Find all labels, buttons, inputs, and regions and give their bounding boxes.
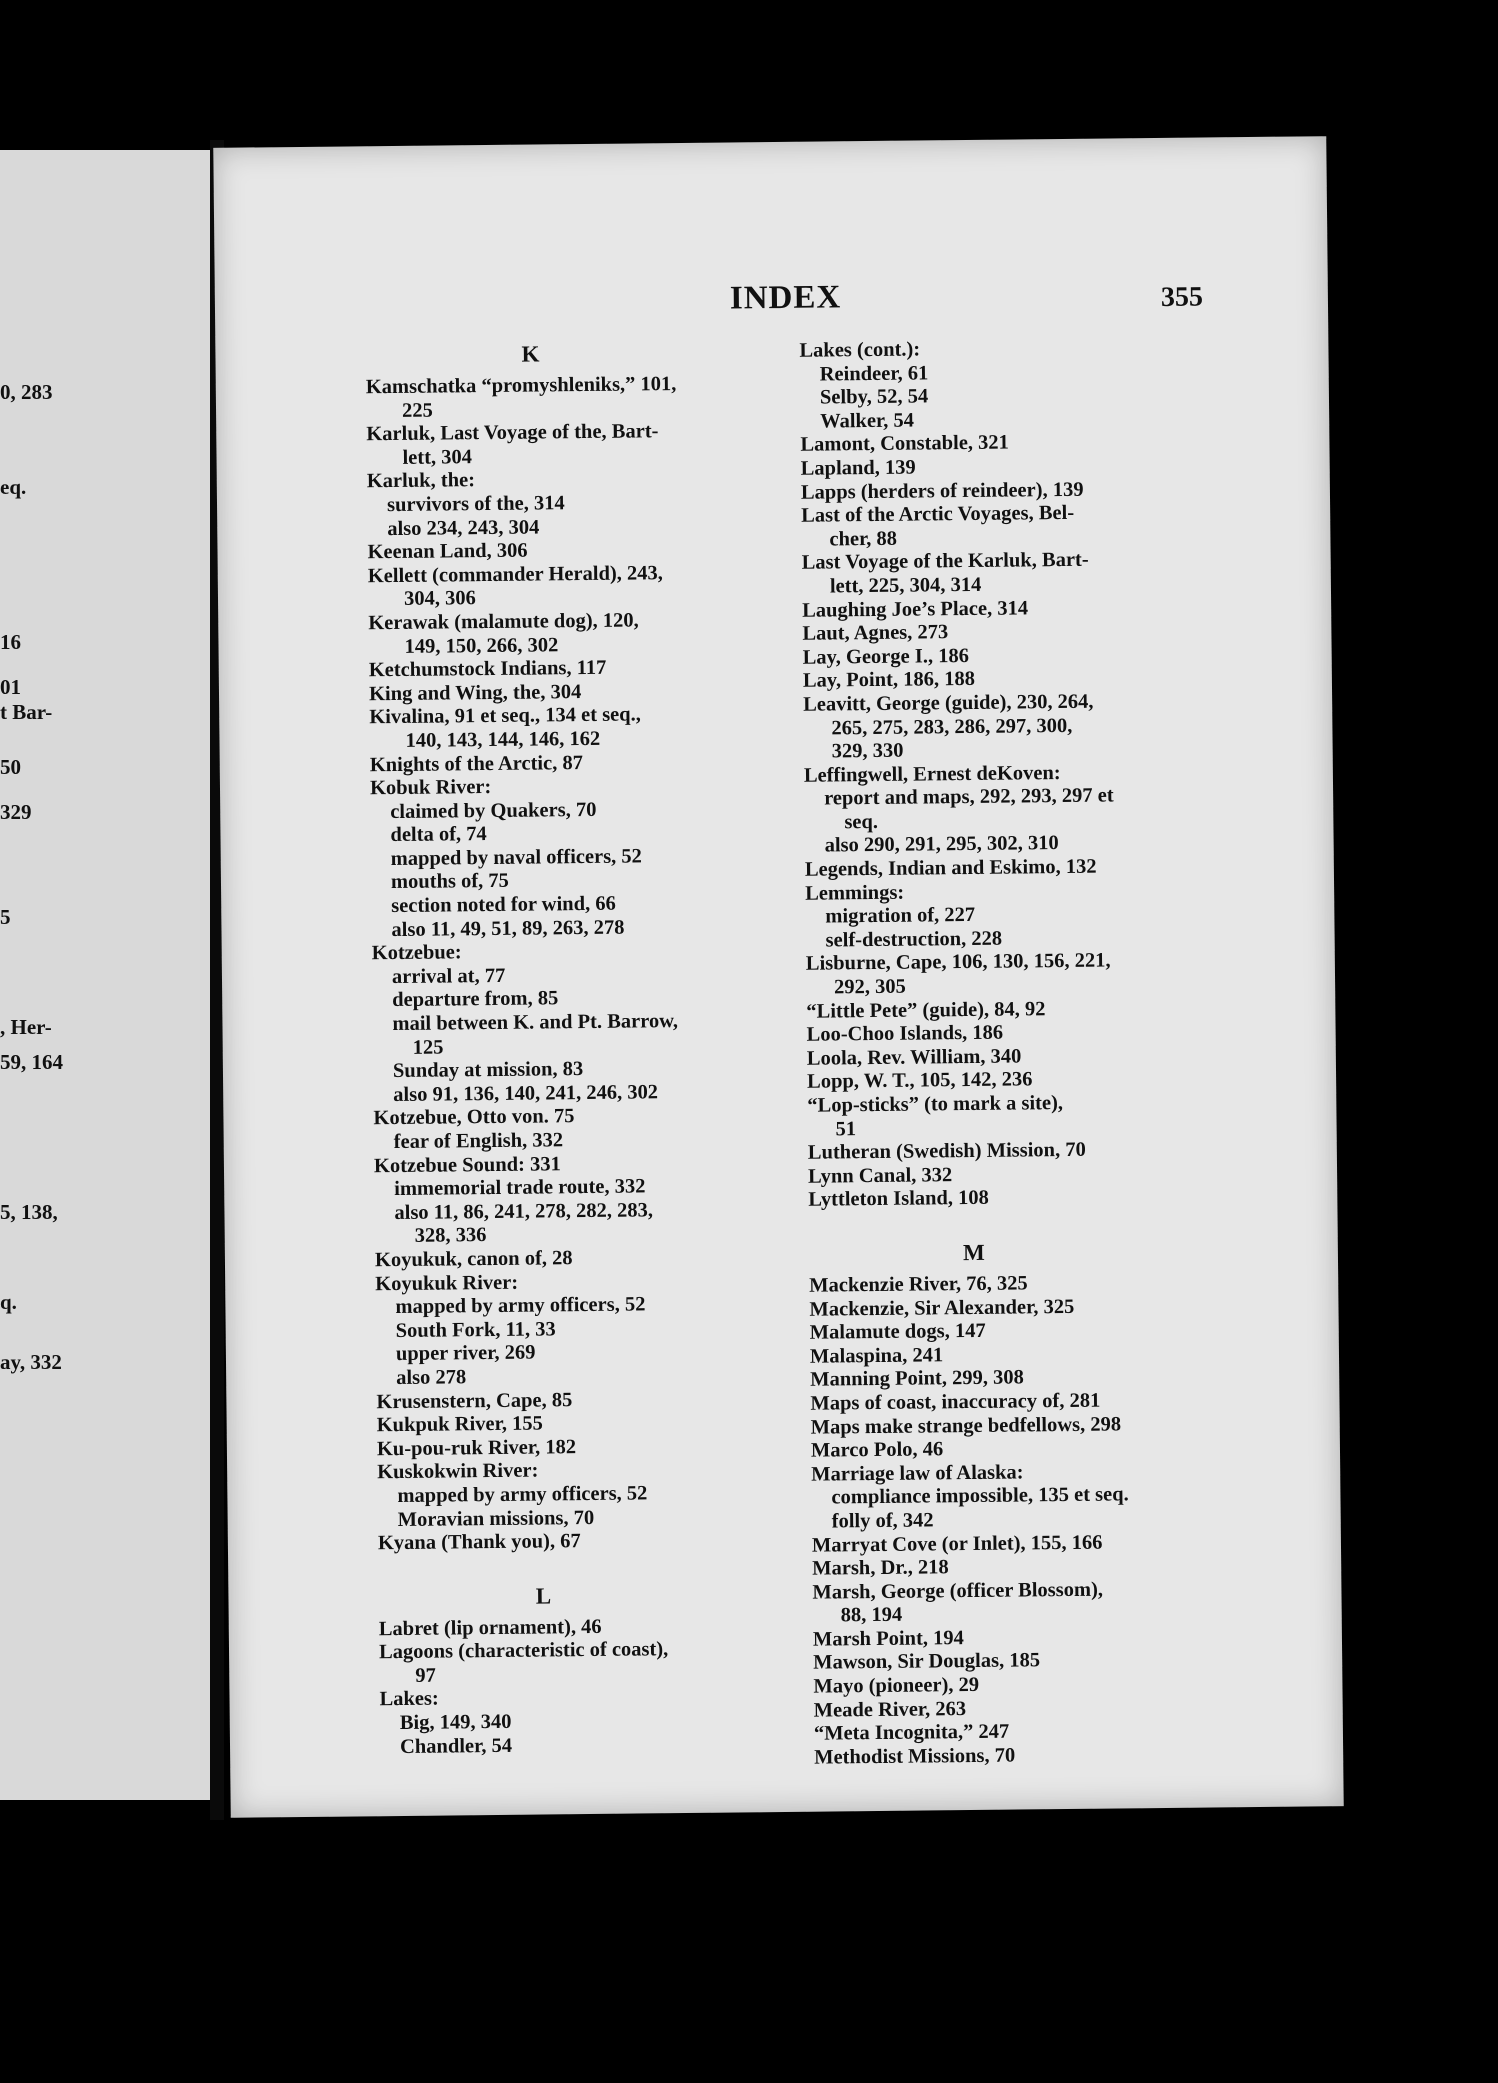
index-entry: Kamschatka “promyshleniks,” 101, [365, 373, 677, 399]
index-entry: Marsh, George (officer Blossom), [812, 1578, 1104, 1604]
index-entry: Lyttleton Island, 108 [808, 1187, 989, 1212]
index-subentry: departure from, 85 [392, 987, 559, 1012]
index-entry: Last of the Arctic Voyages, Bel- [801, 502, 1075, 527]
index-entry-continuation: cher, 88 [829, 527, 898, 551]
index-entry: Loo-Choo Islands, 186 [806, 1021, 1004, 1046]
index-entry: Kerawak (malamute dog), 120, [368, 609, 639, 635]
facing-page-fragment: t Bar- [0, 700, 53, 724]
index-entry-continuation: lett, 304 [402, 445, 473, 469]
index-entry-continuation: 51 [835, 1117, 857, 1141]
page-header [215, 274, 1328, 326]
index-subentry: upper river, 269 [395, 1341, 536, 1366]
index-subentry: 125 [412, 1036, 444, 1059]
index-subentry: arrival at, 77 [391, 964, 506, 988]
index-entry: Leffingwell, Ernest deKoven: [803, 761, 1061, 787]
index-entry: Marsh, Dr., 218 [812, 1556, 949, 1580]
section-letter: K [521, 341, 540, 367]
index-entry-continuation: 88, 194 [840, 1604, 903, 1627]
index-entry: Koyukuk River: [375, 1271, 519, 1295]
index-entry: Last Voyage of the Karluk, Bart- [801, 549, 1089, 575]
index-entry: Knights of the Arctic, 87 [369, 751, 584, 776]
index-subentry: Chandler, 54 [399, 1734, 513, 1758]
section-letter: M [962, 1239, 985, 1266]
index-entry: Laut, Agnes, 273 [802, 621, 949, 645]
index-entry: Meade River, 263 [813, 1697, 967, 1722]
index-subentry: also 91, 136, 140, 241, 246, 302 [393, 1081, 659, 1106]
index-entry: Laughing Joe’s Place, 314 [802, 596, 1029, 622]
index-subentry: also 278 [396, 1366, 467, 1389]
index-subentry: migration of, 227 [825, 904, 976, 928]
index-entry-continuation: 97 [415, 1664, 436, 1687]
index-subentry: delta of, 74 [390, 823, 487, 847]
index-entry: Krusenstern, Cape, 85 [376, 1388, 573, 1413]
index-entry-continuation: 304, 306 [403, 587, 476, 611]
index-subentry: mapped by army officers, 52 [395, 1293, 646, 1319]
index-subentry: South Fork, 11, 33 [395, 1318, 556, 1342]
index-subentry: seq. [844, 810, 879, 834]
index-entry: Kotzebue Sound: 331 [373, 1152, 561, 1177]
facing-page-fragment: 5 [0, 905, 11, 929]
index-subentry: Sunday at mission, 83 [392, 1058, 584, 1083]
section-letter: L [535, 1583, 552, 1609]
index-entry: “Little Pete” (guide), 84, 92 [806, 997, 1046, 1023]
facing-page-fragment: 50 [0, 755, 21, 779]
index-entry-continuation: 265, 275, 283, 286, 297, 300, [831, 714, 1073, 739]
index-entry-continuation: 140, 143, 144, 146, 162 [405, 727, 601, 752]
index-entry: Labret (lip ornament), 46 [378, 1615, 602, 1640]
index-subentry: fear of English, 332 [393, 1129, 564, 1154]
facing-page-fragment: 5, 138, [0, 1200, 58, 1224]
index-entry: Kobuk River: [369, 776, 492, 800]
index-entry: Mayo (pioneer), 29 [813, 1674, 980, 1698]
index-subentry: survivors of the, 314 [386, 492, 565, 517]
index-column-left [365, 332, 810, 1760]
facing-page-fragment: 16 [0, 630, 21, 654]
index-subentry: report and maps, 292, 293, 297 et [824, 784, 1114, 810]
index-entry: Lakes: [379, 1688, 439, 1711]
index-page [213, 136, 1343, 1818]
index-entry-continuation: 329, 330 [831, 739, 904, 763]
index-subentry: compliance impossible, 135 et seq. [831, 1483, 1129, 1509]
index-subentry: Big, 149, 340 [399, 1710, 512, 1735]
index-entry: Lay, Point, 186, 188 [802, 668, 976, 693]
index-entry: Kellett (commander Herald), 243, [367, 561, 663, 588]
index-entry: Lopp, W. T., 105, 142, 236 [806, 1068, 1033, 1094]
index-entry: Lay, George I., 186 [802, 644, 970, 669]
index-entry: Kuskokwin River: [377, 1459, 539, 1484]
index-subentry: also 290, 291, 295, 302, 310 [824, 832, 1059, 857]
index-entry: Leavitt, George (guide), 230, 264, [803, 690, 1094, 716]
index-entry: Malaspina, 241 [809, 1344, 944, 1368]
index-entry: Lemmings: [805, 881, 905, 905]
index-entry: Kivalina, 91 et seq., 134 et seq., [369, 703, 641, 729]
index-entry: Koyukuk, canon of, 28 [374, 1247, 573, 1272]
page-number: 355 [1160, 281, 1204, 313]
index-entry: Mackenzie River, 76, 325 [809, 1272, 1028, 1297]
index-subentry: claimed by Quakers, 70 [390, 798, 597, 823]
index-column-right [799, 335, 1244, 1770]
index-entry: Karluk, the: [366, 469, 476, 493]
index-entry: Malamute dogs, 147 [809, 1320, 986, 1344]
index-entry: Marryat Cove (or Inlet), 155, 166 [811, 1531, 1103, 1557]
facing-page-fragment: 01 [0, 675, 21, 699]
index-subentry: Moravian missions, 70 [397, 1506, 595, 1531]
index-entry: Marriage law of Alaska: [811, 1461, 1024, 1486]
index-entry: Mawson, Sir Douglas, 185 [813, 1649, 1041, 1675]
index-entry: Marsh Point, 194 [812, 1626, 964, 1651]
index-entry: “Meta Incognita,” 247 [813, 1720, 1010, 1745]
page-title: INDEX [729, 279, 842, 317]
index-subentry: self-destruction, 228 [825, 927, 1003, 952]
index-entry-continuation: lett, 225, 304, 314 [829, 573, 982, 598]
index-entry: Lagoons (characteristic of coast), [378, 1638, 669, 1664]
index-entry: Ketchumstock Indians, 117 [368, 656, 607, 682]
index-subentry: 328, 336 [414, 1224, 487, 1248]
index-subentry: Walker, 54 [820, 409, 915, 433]
index-entry: Lisburne, Cape, 106, 130, 156, 221, [805, 949, 1111, 976]
index-entry-continuation: 292, 305 [833, 975, 906, 999]
index-entry: Kotzebue: [371, 941, 462, 965]
index-subentry: mapped by army officers, 52 [397, 1482, 648, 1507]
index-entry: Legends, Indian and Eskimo, 132 [804, 855, 1097, 881]
index-entry: Lapland, 139 [800, 456, 916, 480]
facing-page-fragment: eq. [0, 475, 27, 499]
index-entry: Lapps (herders of reindeer), 139 [800, 478, 1084, 504]
index-subentry: folly of, 342 [831, 1509, 934, 1533]
facing-page-fragment: 0, 283 [0, 380, 53, 404]
index-entry-continuation: 149, 150, 266, 302 [404, 633, 559, 658]
index-subentry: also 11, 86, 241, 278, 282, 283, [394, 1199, 654, 1224]
facing-page-fragment: 59, 164 [0, 1050, 63, 1074]
index-entry: Keenan Land, 306 [367, 539, 528, 564]
index-subentry: mapped by naval officers, 52 [390, 845, 642, 870]
index-entry: Lamont, Constable, 321 [800, 431, 1009, 457]
index-entry: Methodist Missions, 70 [814, 1744, 1016, 1769]
index-entry: King and Wing, the, 304 [368, 680, 582, 705]
index-entry: Kotzebue, Otto von. 75 [373, 1105, 575, 1130]
index-entry: Manning Point, 299, 308 [810, 1366, 1024, 1392]
index-entry: Lutheran (Swedish) Mission, 70 [807, 1138, 1086, 1164]
facing-page-fragment: ay, 332 [0, 1350, 62, 1374]
index-entry: Loola, Rev. William, 340 [806, 1045, 1022, 1070]
index-subentry: mail between K. and Pt. Barrow, [392, 1010, 679, 1036]
index-subentry: mouths of, 75 [390, 870, 509, 894]
index-subentry: section noted for wind, 66 [391, 892, 616, 918]
index-entry: Lynn Canal, 332 [807, 1163, 953, 1188]
facing-page-fragment: , Her- [0, 1015, 52, 1039]
index-entry: Lakes (cont.): [799, 338, 921, 362]
index-subentry: immemorial trade route, 332 [394, 1175, 646, 1201]
index-entry: Maps make strange bedfellows, 298 [810, 1412, 1122, 1439]
index-entry: Ku-pou-ruk River, 182 [376, 1435, 577, 1460]
index-entry: Maps of coast, inaccuracy of, 281 [810, 1389, 1101, 1415]
index-entry: Mackenzie, Sir Alexander, 325 [809, 1295, 1075, 1321]
index-entry: “Lop-sticks” (to mark a site), [807, 1092, 1064, 1117]
index-subentry: Selby, 52, 54 [819, 385, 929, 409]
index-entry: Karluk, Last Voyage of the, Bart- [366, 420, 659, 446]
index-entry-continuation: 225 [401, 399, 433, 422]
index-subentry: also 11, 49, 51, 89, 263, 278 [391, 916, 625, 941]
index-subentry: Reindeer, 61 [819, 361, 929, 386]
facing-page-fragment: q. [0, 1290, 17, 1314]
index-subentry: also 234, 243, 304 [387, 516, 540, 540]
facing-page-fragment: 329 [0, 800, 32, 824]
facing-page [0, 150, 214, 1800]
index-entry: Kyana (Thank you), 67 [377, 1530, 581, 1555]
index-entry: Marco Polo, 46 [810, 1438, 944, 1462]
index-entry: Kukpuk River, 155 [376, 1412, 543, 1437]
